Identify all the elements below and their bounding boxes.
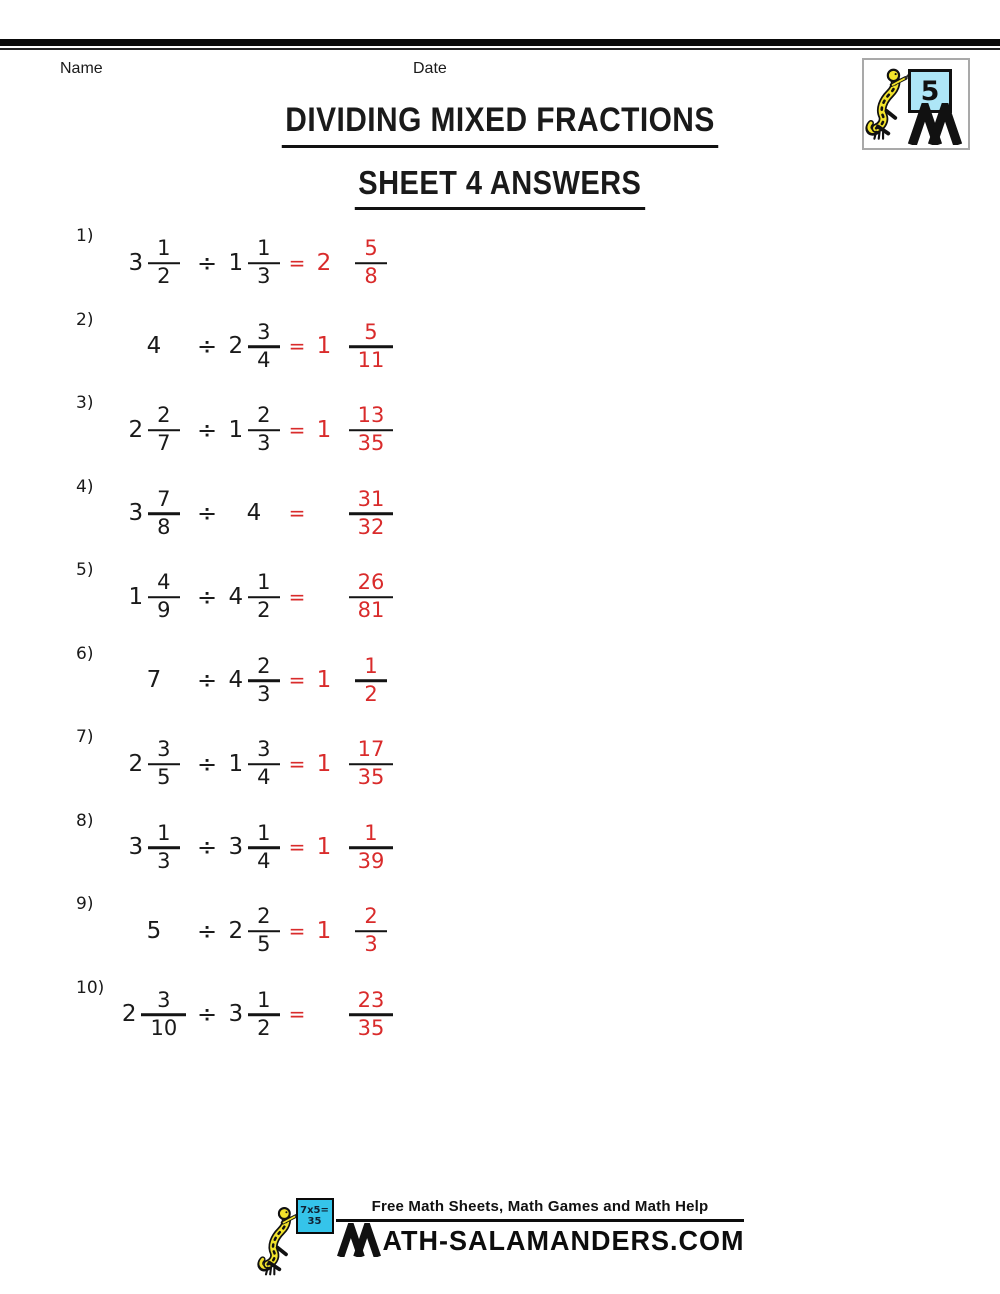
divisor: [224, 655, 284, 707]
divisor-fraction: [248, 738, 279, 790]
answer-whole: 1: [316, 834, 332, 861]
divide-sign: ÷: [196, 833, 218, 862]
divisor-whole: 1: [228, 417, 244, 443]
dividend: [118, 404, 190, 456]
divisor: [224, 501, 284, 527]
equals-sign: =: [288, 251, 306, 275]
problem-row: [0, 477, 700, 561]
dividend-whole: 2: [121, 1001, 137, 1028]
dividend: [118, 488, 190, 540]
problem-row: [0, 978, 700, 1062]
divide-sign: ÷: [196, 332, 218, 361]
equals-sign: =: [288, 501, 306, 526]
answer-whole: 1: [316, 667, 332, 694]
fraction-numerator: 1: [257, 987, 271, 1012]
dividend: [118, 571, 190, 623]
answer-fraction: [342, 989, 400, 1041]
answer-fraction: [342, 822, 400, 874]
fraction-denominator: 5: [157, 765, 171, 790]
divide-sign: ÷: [196, 917, 218, 945]
fraction-numerator: 31: [357, 486, 385, 511]
dividend-fraction: [148, 822, 179, 874]
divide-sign: ÷: [196, 583, 218, 611]
problem-row: [0, 811, 700, 895]
equals-sign: =: [288, 668, 306, 693]
fraction-denominator: 2: [257, 1015, 271, 1040]
fraction-denominator: 39: [357, 848, 385, 873]
dividend-whole: 3: [128, 500, 144, 527]
dividend: [118, 237, 190, 289]
equation: [118, 404, 400, 456]
problems-list: [0, 226, 700, 1061]
fraction-numerator: 13: [357, 403, 385, 428]
fraction-numerator: 5: [364, 319, 378, 344]
divisor: [224, 404, 284, 456]
footer-logo: [256, 1198, 332, 1278]
problem-number: 8): [76, 810, 94, 831]
fraction-denominator: 32: [357, 514, 385, 539]
dividend-fraction: [148, 404, 179, 456]
footer-sign-line2: 35: [307, 1216, 322, 1227]
problem-number: 7): [76, 727, 94, 747]
equation: [118, 571, 400, 623]
fraction-denominator: 35: [357, 765, 385, 790]
fraction-denominator: 11: [357, 347, 385, 372]
divisor-fraction: [248, 404, 279, 456]
equation: [118, 321, 400, 373]
fraction-denominator: 8: [364, 264, 378, 289]
top-bar: [0, 39, 1000, 46]
answer-whole: 1: [316, 751, 332, 777]
footer: [0, 1198, 1000, 1278]
sheet-subtitle: SHEET 4 ANSWERS: [355, 164, 645, 210]
divisor-whole: 4: [228, 584, 244, 610]
dividend-fraction: [148, 237, 179, 289]
problem-number: 6): [76, 643, 94, 664]
divisor-whole: 1: [228, 751, 244, 777]
answer-fraction: [342, 237, 400, 289]
problem-row: [0, 226, 700, 310]
equation: [118, 237, 400, 289]
equals-sign: =: [288, 418, 306, 442]
problem-row: [0, 393, 700, 477]
fraction-numerator: 3: [157, 737, 171, 762]
answer-fraction: [342, 571, 400, 623]
footer-brand: [336, 1223, 745, 1257]
divisor: [224, 321, 284, 373]
fraction-numerator: 7: [157, 486, 171, 511]
fraction-numerator: 3: [157, 987, 171, 1012]
divisor-whole: 1: [228, 250, 244, 276]
equation: [118, 905, 400, 957]
divisor-fraction: [248, 822, 279, 874]
answer-whole: 1: [316, 333, 332, 360]
name-label: Name: [60, 60, 103, 77]
problem-row: [0, 894, 700, 978]
fraction-denominator: 35: [357, 431, 385, 456]
divisor-whole: 4: [228, 667, 244, 694]
fraction-numerator: 2: [364, 904, 378, 929]
equation: [118, 488, 400, 540]
answer-fraction: [342, 655, 400, 707]
fraction-denominator: 3: [257, 264, 271, 289]
equals-sign: =: [288, 1002, 306, 1027]
divisor-fraction: [248, 321, 279, 373]
fraction-numerator: 17: [357, 737, 385, 762]
answer-fraction: [342, 404, 400, 456]
footer-divider: [336, 1219, 745, 1222]
fraction-numerator: 1: [257, 236, 271, 261]
answer-whole: 1: [316, 918, 332, 944]
top-bar-thin-line: [0, 48, 1000, 50]
dividend-whole: 2: [128, 417, 144, 443]
fraction-numerator: 1: [257, 820, 271, 845]
dividend: [118, 668, 190, 694]
date-label: Date: [413, 60, 447, 77]
fraction-numerator: 4: [157, 570, 171, 595]
divisor: [224, 989, 284, 1041]
fraction-numerator: 1: [157, 820, 171, 845]
divide-sign: ÷: [196, 750, 218, 778]
fraction-denominator: 2: [364, 681, 378, 706]
fraction-numerator: 3: [257, 737, 271, 762]
dividend-whole: 2: [128, 751, 144, 777]
fraction-denominator: 10: [150, 1015, 178, 1040]
divisor: [224, 571, 284, 623]
grade-badge: [862, 58, 970, 150]
footer-brand-text: ATH-SALAMANDERS.COM: [382, 1225, 745, 1257]
equation: [118, 655, 400, 707]
equals-sign: =: [288, 334, 306, 359]
fraction-denominator: 4: [257, 765, 271, 790]
dividend: [118, 989, 190, 1041]
equals-sign: =: [288, 752, 306, 776]
equation: [118, 989, 400, 1041]
m-logo-icon: [906, 103, 964, 145]
fraction-numerator: 2: [257, 653, 271, 678]
dividend: [118, 918, 190, 944]
equation: [118, 738, 400, 790]
fraction-denominator: 2: [157, 264, 171, 289]
problem-number: 1): [76, 226, 94, 246]
divide-sign: ÷: [196, 1000, 218, 1029]
fraction-numerator: 5: [364, 236, 378, 261]
divisor-whole: 2: [228, 918, 244, 944]
fraction-denominator: 9: [157, 598, 171, 623]
dividend-fraction: [148, 738, 179, 790]
fraction-denominator: 81: [357, 598, 385, 623]
divisor-whole: 3: [228, 834, 244, 861]
footer-brand-m-icon: [336, 1223, 382, 1257]
dividend: [118, 738, 190, 790]
fraction-numerator: 3: [257, 319, 271, 344]
divisor-whole: 4: [246, 500, 262, 527]
dividend-whole: 1: [128, 584, 144, 610]
fraction-numerator: 2: [257, 403, 271, 428]
fraction-denominator: 35: [357, 1015, 385, 1040]
dividend: [118, 334, 190, 360]
page-title: DIVIDING MIXED FRACTIONS: [282, 101, 719, 148]
fraction-numerator: 2: [257, 904, 271, 929]
fraction-denominator: 3: [257, 431, 271, 456]
divisor-fraction: [248, 989, 279, 1041]
divisor-whole: 2: [228, 333, 244, 360]
divisor: [224, 905, 284, 957]
equals-sign: =: [288, 585, 306, 609]
footer-sign-line1: 7x5=: [300, 1205, 329, 1216]
problem-number: 3): [76, 393, 94, 413]
divisor: [224, 237, 284, 289]
fraction-denominator: 2: [257, 598, 271, 623]
divisor-fraction: [248, 905, 279, 957]
divide-sign: ÷: [196, 249, 218, 277]
problem-number: 10): [76, 977, 105, 998]
fraction-numerator: 1: [364, 653, 378, 678]
divisor-fraction: [248, 655, 279, 707]
fraction-numerator: 26: [357, 570, 385, 595]
problem-row: [0, 310, 700, 394]
problem-row: [0, 644, 700, 728]
divisor: [224, 822, 284, 874]
answer-fraction: [342, 488, 400, 540]
divide-sign: ÷: [196, 499, 218, 528]
fraction-denominator: 7: [157, 431, 171, 456]
fraction-numerator: 1: [157, 236, 171, 261]
divisor: [224, 738, 284, 790]
divisor-fraction: [248, 237, 279, 289]
answer-whole: 1: [316, 417, 332, 443]
divide-sign: ÷: [196, 666, 218, 695]
title-block: [0, 101, 1000, 210]
fraction-denominator: 5: [257, 932, 271, 957]
divisor-fraction: [248, 571, 279, 623]
answer-whole: 2: [316, 250, 332, 276]
divisor-whole: 3: [228, 1001, 244, 1028]
divide-sign: ÷: [196, 416, 218, 444]
dividend-whole: 3: [128, 250, 144, 276]
grade-number: 5: [920, 75, 940, 107]
answer-fraction: [342, 321, 400, 373]
equals-sign: =: [288, 835, 306, 860]
fraction-denominator: 3: [157, 848, 171, 873]
answer-fraction: [342, 738, 400, 790]
equation: [118, 822, 400, 874]
problem-number: 9): [76, 894, 94, 914]
problem-number: 2): [76, 309, 94, 330]
problem-number: 5): [76, 560, 94, 580]
fraction-numerator: 1: [257, 570, 271, 595]
dividend-fraction: [141, 989, 186, 1041]
fraction-denominator: 3: [257, 681, 271, 706]
fraction-denominator: 3: [364, 932, 378, 957]
problem-row: [0, 560, 700, 644]
footer-tagline: Free Math Sheets, Math Games and Math Help: [371, 1198, 709, 1215]
fraction-numerator: 1: [364, 820, 378, 845]
dividend-whole: 7: [146, 667, 162, 694]
fraction-denominator: 4: [257, 848, 271, 873]
answer-fraction: [342, 905, 400, 957]
fraction-denominator: 4: [257, 347, 271, 372]
equals-sign: =: [288, 919, 306, 943]
fraction-denominator: 8: [157, 514, 171, 539]
dividend-whole: 3: [128, 834, 144, 861]
dividend-whole: 4: [146, 333, 162, 360]
dividend: [118, 822, 190, 874]
problem-row: [0, 727, 700, 811]
dividend-whole: 5: [146, 918, 162, 944]
dividend-fraction: [148, 571, 179, 623]
problem-number: 4): [76, 476, 94, 497]
fraction-numerator: 23: [357, 987, 385, 1012]
dividend-fraction: [148, 488, 179, 540]
fraction-numerator: 2: [157, 403, 171, 428]
footer-sign: [296, 1198, 334, 1234]
